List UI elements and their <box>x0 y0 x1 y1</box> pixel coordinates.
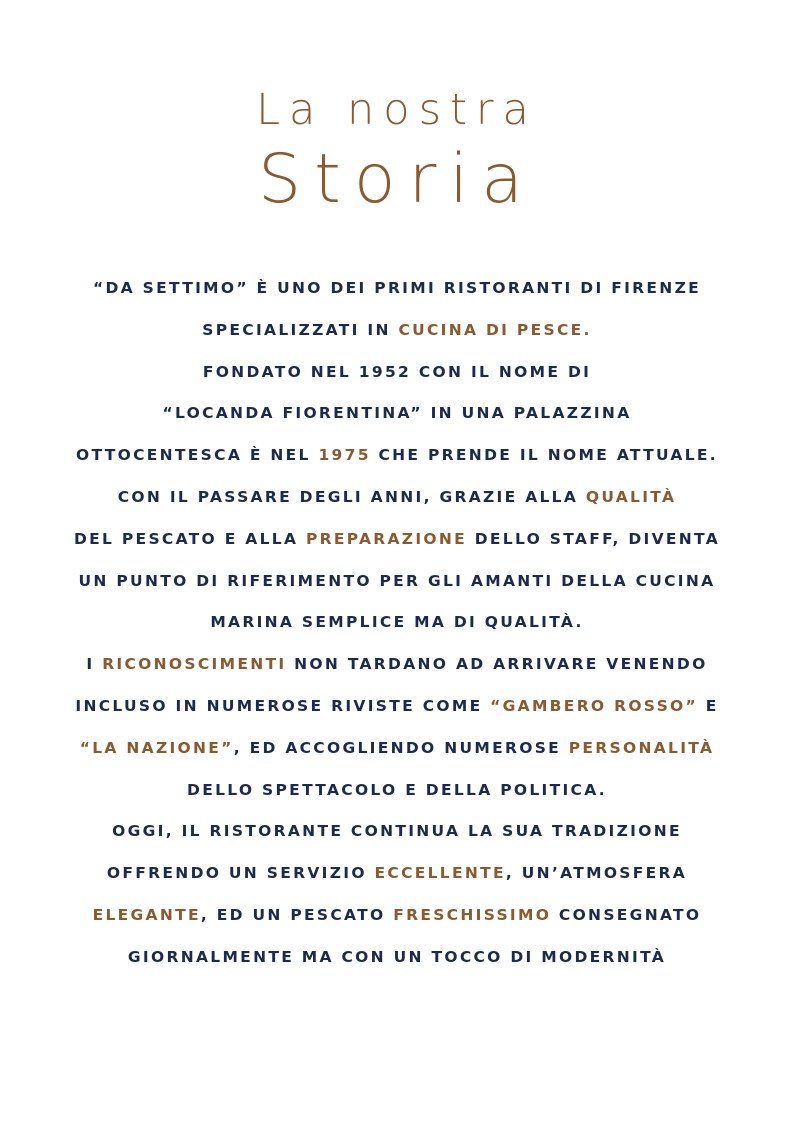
story-text-segment: GIORNALMENTE MA CON UN TOCCO DI MODERNITÀ <box>127 947 667 966</box>
title-line-1: La nostra <box>256 85 538 135</box>
story-text-segment: “DA SETTIMO” È UNO DEI PRIMI RISTORANTI DI FIRENZE <box>93 279 701 297</box>
story-text-segment: OTTOCENTESCA È NEL <box>76 446 319 465</box>
story-line <box>40 770 754 812</box>
highlighted-text: RICONOSCIMENTI <box>102 655 287 674</box>
story-line <box>40 477 754 519</box>
story-text-segment: OFFRENDO UN SERVIZIO <box>106 864 375 883</box>
highlighted-text: “GAMBERO ROSSO” <box>490 696 699 715</box>
story-line <box>40 268 754 310</box>
story-line <box>40 561 754 603</box>
highlighted-text: 1975 <box>318 446 371 465</box>
story-text-segment: INCLUSO IN NUMEROSE RIVISTE COME <box>75 696 491 715</box>
story-text-segment: , ED ACCOGLIENDO NUMEROSE <box>233 738 569 757</box>
story-text-segment: , ED UN PESCATO <box>200 905 394 924</box>
story-text-segment: DELLO STAFF, DIVENTA <box>467 529 721 548</box>
story-line <box>40 435 754 477</box>
story-line <box>40 895 754 937</box>
story-line <box>40 811 754 853</box>
story-text-segment: SPECIALIZZATI IN <box>202 320 399 339</box>
title-line-2: Storia <box>258 140 536 219</box>
highlighted-text: PERSONALITÀ <box>568 738 715 757</box>
story-text-segment: UN PUNTO DI RIFERIMENTO PER GLI AMANTI DELLA CUCINA <box>78 571 716 590</box>
story-line <box>40 602 754 644</box>
story-line <box>40 686 754 728</box>
story-text-segment: , UN’ATMOSFERA <box>505 864 688 883</box>
highlighted-text: FRESCHISSIMO <box>393 905 552 924</box>
story-text-segment: CHE PRENDE IL NOME ATTUALE. <box>370 446 718 465</box>
story-line <box>40 937 754 979</box>
story-text-segment: “LOCANDA FIORENTINA” IN UNA PALAZZINA <box>162 404 632 423</box>
highlighted-text: ECCELLENTE <box>374 864 506 883</box>
story-line <box>40 853 754 895</box>
story-text-segment: OGGI, IL RISTORANTE CONTINUA LA SUA TRADIZIONE <box>112 822 682 841</box>
highlighted-text: CUCINA DI PESCE. <box>398 320 592 339</box>
highlighted-text: QUALITÀ <box>585 487 677 506</box>
story-text-segment: DEL PESCATO E ALLA <box>73 529 306 548</box>
story-line <box>40 519 754 561</box>
highlighted-text: PREPARAZIONE <box>305 529 468 548</box>
story-text-segment: CON IL PASSARE DEGLI ANNI, GRAZIE ALLA <box>117 487 586 506</box>
story-line <box>40 644 754 686</box>
story-line <box>40 393 754 435</box>
story-text-segment: NON TARDANO AD ARRIVARE VENENDO <box>286 655 708 674</box>
story-text-segment: E <box>698 696 719 715</box>
highlighted-text: “LA NAZIONE” <box>79 738 234 757</box>
story-line <box>40 310 754 352</box>
story-text-segment: FONDATO NEL 1952 CON IL NOME DI <box>202 362 592 381</box>
story-line <box>40 352 754 394</box>
story-text-segment: CONSEGNATO <box>551 905 702 924</box>
story-text-segment: DELLO SPETTACOLO E DELLA POLITICA. <box>187 780 607 799</box>
story-text-segment: MARINA SEMPLICE MA DI QUALITÀ. <box>210 613 584 632</box>
story-text-segment: I <box>86 655 103 674</box>
story-text <box>40 268 754 979</box>
story-line <box>40 728 754 770</box>
highlighted-text: ELEGANTE <box>92 905 201 924</box>
